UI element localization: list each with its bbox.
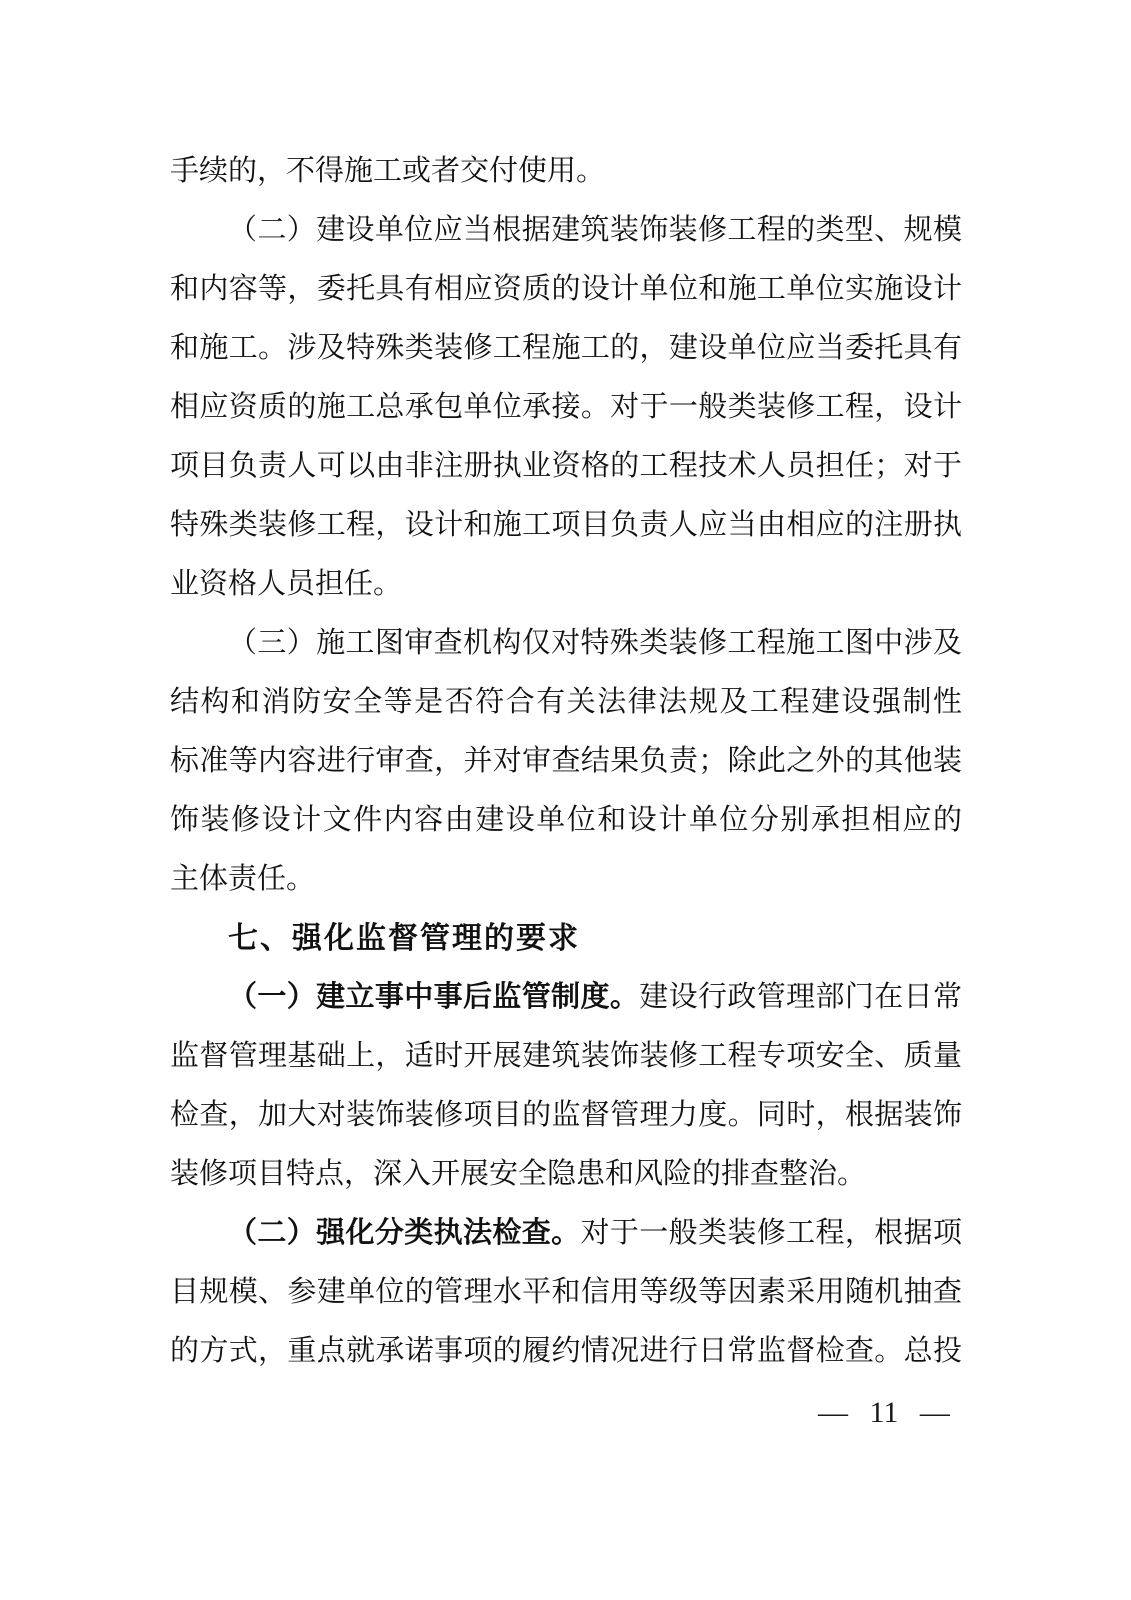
text-run: 特殊类装修工程，设计和施工项目负责人应当由相应的注册执 bbox=[170, 509, 962, 541]
text-line bbox=[170, 673, 962, 732]
text-line bbox=[170, 1027, 962, 1086]
text-run: 主体责任。 bbox=[170, 863, 316, 895]
text-run: 目规模、参建单位的管理水平和信用等级等因素采用随机抽查 bbox=[170, 1276, 962, 1308]
text-line bbox=[170, 1204, 962, 1263]
text-line bbox=[170, 1263, 962, 1322]
text-line bbox=[170, 1145, 962, 1204]
text-run: 结构和消防安全等是否符合有关法律法规及工程建设强制性 bbox=[170, 686, 962, 718]
document-body bbox=[170, 142, 962, 1381]
page-number-dash-left: — bbox=[818, 1396, 848, 1429]
section-heading-line bbox=[170, 909, 962, 968]
text-run: 和内容等，委托具有相应资质的设计单位和施工单位实施设计 bbox=[170, 273, 962, 305]
text-line bbox=[170, 614, 962, 673]
text-run: 相应资质的施工总承包单位承接。对于一般类装修工程，设计 bbox=[170, 391, 962, 423]
text-line bbox=[170, 1322, 962, 1381]
text-line bbox=[170, 968, 962, 1027]
text-line bbox=[170, 378, 962, 437]
text-run: 和施工。涉及特殊类装修工程施工的，建设单位应当委托具有 bbox=[170, 332, 962, 364]
text-line bbox=[170, 260, 962, 319]
text-run: 监督管理基础上，适时开展建筑装饰装修工程专项安全、质量 bbox=[170, 1040, 962, 1072]
page-number bbox=[818, 1396, 950, 1430]
text-line bbox=[170, 850, 962, 909]
text-run: 标准等内容进行审查，并对审查结果负责；除此之外的其他装 bbox=[170, 745, 962, 777]
text-run: 项目负责人可以由非注册执业资格的工程技术人员担任；对于 bbox=[170, 450, 962, 482]
bold-text-run: （二）强化分类执法检查。 bbox=[228, 1217, 581, 1249]
text-run: 对于一般类装修工程，根据项 bbox=[580, 1217, 962, 1249]
text-run: 检查，加大对装饰装修项目的监督管理力度。同时，根据装饰 bbox=[170, 1099, 962, 1131]
bold-text-run: （一）建立事中事后监管制度。 bbox=[228, 981, 640, 1013]
text-run: 手续的，不得施工或者交付使用。 bbox=[170, 155, 606, 187]
text-line bbox=[170, 791, 962, 850]
page-number-value: 11 bbox=[869, 1396, 899, 1429]
text-line bbox=[170, 1086, 962, 1145]
text-run: 饰装修设计文件内容由建设单位和设计单位分别承担相应的 bbox=[170, 804, 962, 836]
text-run: （二）建设单位应当根据建筑装饰装修工程的类型、规模 bbox=[228, 214, 962, 246]
text-run: （三）施工图审查机构仅对特殊类装修工程施工图中涉及 bbox=[228, 627, 962, 659]
text-line bbox=[170, 732, 962, 791]
text-run: 建设行政管理部门在日常 bbox=[639, 981, 962, 1013]
text-line bbox=[170, 201, 962, 260]
bold-text-run: 七、强化监督管理的要求 bbox=[228, 922, 580, 955]
text-run: 的方式，重点就承诺事项的履约情况进行日常监督检查。总投 bbox=[170, 1335, 962, 1367]
text-run: 业资格人员担任。 bbox=[170, 568, 403, 600]
text-line bbox=[170, 496, 962, 555]
text-line bbox=[170, 555, 962, 614]
text-line bbox=[170, 319, 962, 378]
text-line bbox=[170, 437, 962, 496]
text-line bbox=[170, 142, 962, 201]
text-run: 装修项目特点，深入开展安全隐患和风险的排查整治。 bbox=[170, 1158, 867, 1190]
page-number-dash-right: — bbox=[919, 1396, 950, 1429]
